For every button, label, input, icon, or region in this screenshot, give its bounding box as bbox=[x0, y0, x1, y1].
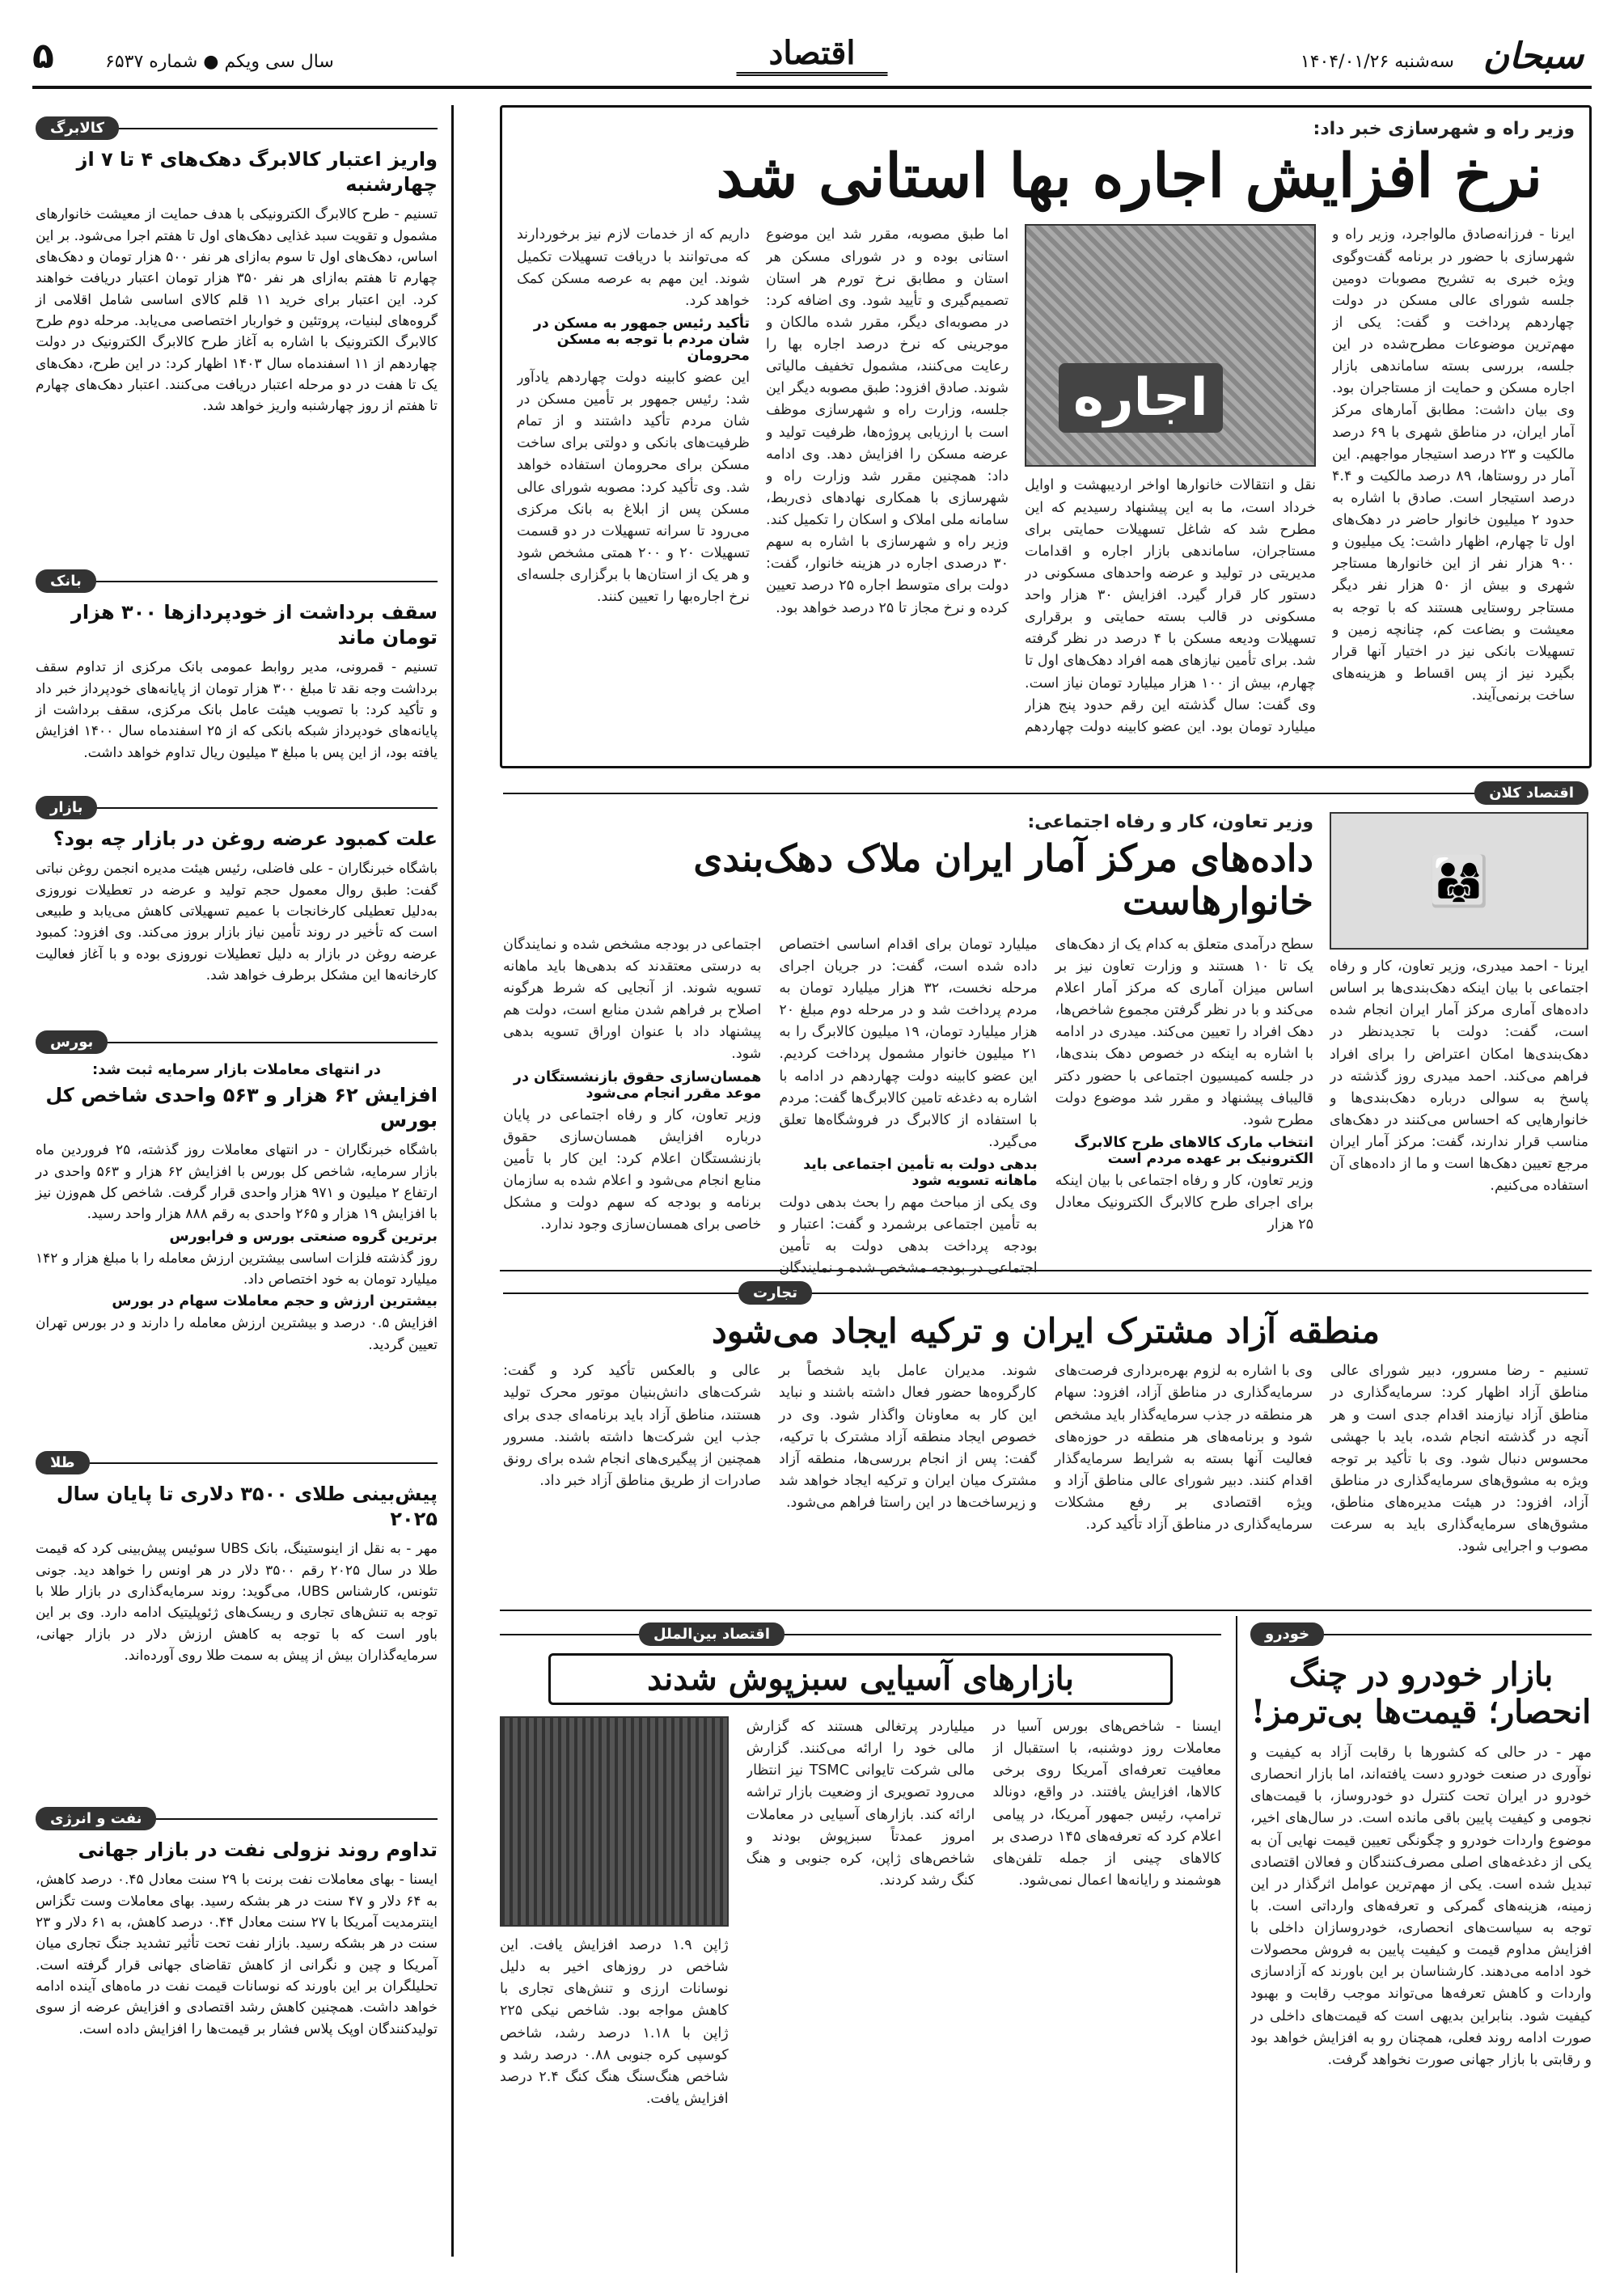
brief-title: سقف برداشت از خودپردازها ۳۰۰ هزار تومان ماند bbox=[71, 601, 438, 649]
brief-tag-bar bbox=[36, 1029, 438, 1056]
brief-market bbox=[32, 785, 441, 1019]
brief-title: واریز اعتبار کالابرگ دهک‌های ۴ تا ۷ از چهارشنبه bbox=[76, 148, 438, 197]
asia-col-2: میلیاردر پرتغالی هستند که گزارش مالی خود را ارائه می‌کنند. گزارش مالی شرکت تایوانی TSMC نیز انتظار می‌رود تصویری از وضعیت بازار تراشه ارائه کند. بازارهای آسیایی در معاملات امروز عمدتاً سبزپوش بودند و شاخص‌های ژاپن، کره جنوبی و هنگ کنگ رشد کردند. bbox=[746, 1719, 975, 1889]
third-col-4: عالی و بالعکس تأکید کرد و گفت: شرکت‌های دانش‌بنیان موتور محرک تولید هستند، مناطق آزاد باید برنامه‌ای جدی برای جذب این شرکت‌ها داشته باشند. مسرور همچنین از پیگیری‌های انجام شده برای رونق صادرات از طریق مناطق آزاد خبر داد. bbox=[503, 1363, 761, 1489]
brief-title: پیش‌بینی طلای ۳۵۰۰ دلاری تا پایان سال ۲۰۲۵ bbox=[56, 1483, 438, 1531]
brief-tag: طلا bbox=[36, 1451, 90, 1474]
second-kicker: وزیر تعاون، کار و رفاه اجتماعی: bbox=[1027, 812, 1313, 832]
brief-tag-bar bbox=[36, 568, 438, 595]
lead-col-4b: این عضو کابینه دولت چهاردهم یادآور شد: رئیس جمهور بر تأمین مسکن در شان مردم تأکید داشتند و از تمام ظرفیت‌های بانکی و دولتی برای ساخت مسکن برای محرومان استفاده خواهد شد. وی تأکید کرد: مصوبه شورای عالی مسکن پس از ابلاغ به بانک مرکزی می‌رود تا سرانه تسهیلات در دو قسمت تسهیلات ۲۰ و ۲۰۰ همتی مشخص شود و هر یک از استان‌ها با برگزاری جلسه‌ای نرخ اجاره‌بها را تعیین کنند. bbox=[517, 369, 750, 606]
newspaper-logo: سبحان bbox=[1482, 36, 1584, 77]
photo-sign: اجاره bbox=[1059, 363, 1223, 433]
brief-title: علت کمبود عرضه روغن در بازار چه بود؟ bbox=[53, 827, 438, 850]
lead-story bbox=[500, 105, 1592, 768]
third-col-1: تسنیم - رضا مسرور، دبیر شورای عالی مناطق آزاد اظهار کرد: سرمایه‌گذاری در مناطق آزاد نیازمند اقدام جدی است و هر آنچه در گذشته انجام شده، باید با جهشی محسوس دنبال شود. وی با تأکید بر توجه ویژه به مشوق‌های سرمایه‌گذاری در مناطق آزاد، افزود: در هیئت مدیره‌های مناطق، مشوق‌های سرمایه‌گذاری باید به سرعت مصوب و اجرایی شود. bbox=[1330, 1363, 1588, 1555]
asia-story bbox=[500, 1616, 1221, 2273]
second-col-1: ایرنا - احمد میدری، وزیر تعاون، کار و رفاه اجتماعی با بیان اینکه دهک‌بندی‌ها بر اساس داده‌های آماری مرکز آمار ایران انجام شده است، گفت: دولت با تجدیدنظر در دهک‌بندی‌ها امکان اعتراض را برای افراد فراهم می‌کند. احمد میدری روز گذشته در پاسخ به سوالی درباره دهک‌بندی‌ها و خانوارهایی که احساس می‌کنند در دهک‌های مناسب قرار ندارند، گفت: مرکز آمار ایران مرجع تعیین دهک‌ها است و ما از داده‌های آن استفاده می‌کنیم. bbox=[1330, 958, 1588, 1195]
auto-headline: بازار خودرو در چنگ انحصار؛ قیمت‌ها بی‌ترمز! bbox=[1250, 1656, 1592, 1731]
asia-col-3-wrap bbox=[500, 1716, 729, 2234]
brief-kicker: در انتهای معاملات بازار سرمایه ثبت شد: bbox=[92, 1061, 381, 1078]
issue-date: سه‌شنبه ۱۴۰۴/۰۱/۲۶ bbox=[1300, 52, 1454, 72]
second-col-3-wrap bbox=[779, 934, 1037, 1282]
third-headline: منطقه آزاد مشترک ایران و ترکیه ایجاد می‌شود bbox=[712, 1311, 1380, 1351]
auto-band bbox=[1250, 1621, 1592, 1648]
brief-title: افزایش ۶۲ هزار و ۵۶۳ واحدی شاخص کل بورس bbox=[45, 1084, 438, 1132]
brief-body: ایسنا - بهای معاملات نفت برنت با ۲۹ سنت معادل ۰.۴۵ درصد کاهش، به ۶۴ دلار و ۴۷ سنت در هر بشکه رسید. بهای معاملات وست تگزاس اینترمدیت آمریکا با ۲۷ سنت معادل ۰.۴۴ درصد کاهش، به ۶۱ دلار و ۲۳ سنت در هر بشکه رسید. بازار نفت تحت تأثیر تشدید جنگ تجاری میان آمریکا و چین و نگرانی از کاهش تقاضای جهانی قرار گرفته است. تحلیلگران بر این باورند که نوسانات قیمت نفت در ماه‌های آینده ادامه خواهد داشت. همچنین کاهش رشد اقتصادی و افزایش عرضه از سوی تولیدکنندگان اوپک پلاس فشار بر قیمت‌ها را افزایش داده است. bbox=[36, 1872, 438, 2037]
lead-headline: نرخ افزایش اجاره بها استانی شد bbox=[716, 142, 1542, 211]
asia-tag: اقتصاد بین‌الملل bbox=[639, 1622, 785, 1646]
asia-col-1: ایسنا - شاخص‌های بورس آسیا در معاملات روز دوشنبه، با استقبال از معافیت تعرفه‌ای آمریکا روی برخی کالاها، افزایش یافتند. در واقع، دونالد ترامپ، رئیس جمهور آمریکا، در پیامی اعلام کرد که تعرفه‌های ۱۴۵ درصدی بر کالاهای چینی از جمله تلفن‌های هوشمند و رایانه‌ها اعمال نمی‌شود. bbox=[992, 1719, 1221, 1889]
brief-sub-body: روز گذشته فلزات اساسی بیشترین ارزش معامله را با مبلغ هزار و ۱۴۲ میلیارد تومان به خود اختصاص داد. bbox=[36, 1250, 438, 1288]
second-col-2b: وزیر تعاون، کار و رفاه اجتماعی با بیان اینکه برای اجرای طرح کالابرگ الکترونیک معادل ۲۵ هزار bbox=[1055, 1172, 1313, 1233]
third-tag: تجارت bbox=[738, 1281, 812, 1305]
lead-body bbox=[517, 224, 1575, 742]
auto-tag: خودرو bbox=[1250, 1622, 1324, 1646]
third-cols bbox=[503, 1360, 1588, 1603]
brief-subhead: برترین گروه صنعتی بورس و فرابورس bbox=[169, 1228, 438, 1245]
stock-chart-photo bbox=[500, 1716, 729, 1927]
second-col-4-wrap bbox=[503, 934, 761, 1282]
brief-tag: بورس bbox=[36, 1030, 108, 1054]
third-band bbox=[503, 1280, 1588, 1307]
brief-body: باشگاه خبرنگاران - در انتهای معاملات روز گذشته، ۲۵ فروردین ماه بازار سرمایه، شاخص کل بورس با افزایش ۶۲ هزار و ۵۶۳ واحدی در ارتفاع ۲ میلیون و ۹۷۱ هزار واحدی قرار گرفت. شاخص کل هم‌وزن نیز با افزایش ۱۹ هزار و ۲۶۵ واحدی به رقم ۸۸۸ هزار واحد رسید. bbox=[36, 1142, 438, 1223]
auto-story bbox=[1236, 1616, 1592, 2273]
asia-col-3: ژاپن ۱.۹ درصد افزایش یافت. این شاخص در روزهای اخیر به دلیل نوسانات ارزی و تنش‌های تجاری با کاهش مواجه بود. شاخص نیکی ۲۲۵ ژاپن با ۱.۱۸ درصد رشد، شاخص کوسپی کره جنوبی ۰.۸۸ درصد رشد و شاخص هنگ‌سنگ هنگ کنگ ۲.۴ درصد افزایش یافت. bbox=[499, 1937, 729, 2107]
second-story bbox=[500, 768, 1592, 1277]
brief-sub-body: افزایش ۰.۵ درصد و بیشترین ارزش معامله را دارند و در بورس تهران تعیین گردید. bbox=[36, 1315, 438, 1353]
lead-col-2-wrap bbox=[1025, 224, 1316, 742]
third-story bbox=[500, 1270, 1592, 1610]
auto-body: مهر - در حالی که کشورها با رقابت آزاد به کیفیت و نوآوری در صنعت خودرو دست یافته‌اند، اما بازار انحصاری خودرو در ایران تحت کنترل دو خودروساز، با قیمت‌های نجومی و کیفیت پایین باقی مانده است. در سال‌های اخیر، موضوع واردات خودرو و چگونگی تعیین قیمت نهایی آن به یکی از دغدغه‌های اصلی مصرف‌کنندگان و فعالان اقتصادی تبدیل شده است. یکی از مهم‌ترین عوامل اثرگذار در این زمینه، هزینه‌های گمرکی و تعرفه‌های وارداتی است. با توجه به سیاست‌های انحصاری، خودروسازان داخلی با افزایش مداوم قیمت و کیفیت پایین به فروش محصولات خود ادامه می‌دهند. کارشناسان بر این باورند که آزادسازی واردات و کاهش تعرفه‌ها می‌تواند موجب رقابت و بهبود کیفیت شود. بنابراین بدیهی است که قیمت‌های داخلی در صورت ادامه روند فعلی، همچنان رو به افزایش خواهد بود و رقابتی با بازار جهانی صورت نخواهد گرفت. bbox=[1250, 1745, 1592, 2068]
brief-subhead: بیشترین ارزش و حجم معاملات سهام در بورس bbox=[112, 1293, 438, 1310]
second-col-2-wrap bbox=[1055, 934, 1313, 1282]
brief-bourse bbox=[32, 1019, 441, 1440]
asia-band bbox=[500, 1621, 1221, 1648]
brief-tag-bar bbox=[36, 794, 438, 822]
brief-body: تسنیم - قمرونی، مدیر روابط عمومی بانک مرکزی از تداوم سقف برداشت وجه نقد تا مبلغ ۳۰۰ هزار تومان از پایانه‌های خودپرداز خبر داد و تأکید کرد: با تصویب هیئت عامل بانک مرکزی، سقف برداشت از پایانه‌های خودپرداز شبکه بانکی که از ۲۵ اسفندماه سال ۱۴۰۰ افزایش یافته بود، از این پس با مبلغ ۳ میلیون ریال تداوم خواهد داشت. bbox=[36, 659, 438, 761]
brief-kalabarg bbox=[32, 105, 441, 558]
masthead bbox=[32, 32, 1592, 89]
second-cols bbox=[503, 934, 1313, 1282]
second-col-3: میلیارد تومان برای اقدام اساسی اختصاص داده شده است، گفت: در جریان اجرای مرحله نخست، ۳۲ هزار میلیارد تومان به مردم پرداخت شد و در مرحله دوم مبلغ ۲۰ هزار میلیارد تومان، ۱۹ میلیون کالابرگ را به ۲۱ میلیون خانوار مشمول پرداخت کردیم. این عضو کابینه دولت چهاردهم در ادامه با اشاره به دغدغه تامین کالابرگ‌ها گفت: مردم با استفاده از کالابرگ در فروشگاه‌ها تعلق می‌گیرد. bbox=[779, 936, 1038, 1150]
brief-bank bbox=[32, 558, 441, 785]
brief-oil bbox=[32, 1796, 441, 2216]
third-col-2: وی با اشاره به لزوم بهره‌برداری فرصت‌های سرمایه‌گذاری در مناطق آزاد، افزود: سهام هر منطقه در جذب سرمایه‌گذار باید مشخص شود و برنامه‌های هر منطقه در حوزه‌های فعالیت آنها بسته به شرایط سرمایه‌گذار اقدام کنند. دبیر شورای عالی مناطق آزاد و ویژه اقتصادی بر رفع مشکلات سرمایه‌گذاری در مناطق آزاد تأکید کرد. bbox=[1055, 1363, 1313, 1534]
brief-title: تداوم روند نزولی نفت در بازار جهانی bbox=[78, 1838, 438, 1861]
second-subhead-3: همسان‌سازی حقوق بازنشستگان در موعد مقرر انجام می‌شود bbox=[513, 1068, 762, 1102]
third-col-3: شوند. مدیران عامل باید شخصاً بر کارگروه‌ها حضور فعال داشته باشند و نباید این کار به معاونان واگذار شود. وی در خصوص ایجاد منطقه آزاد مشترک با ترکیه، گفت: پس از انجام بررسی‌ها، منطقه آزاد مشترک میان ایران و ترکیه ایجاد خواهد شد و زیرساخت‌ها در این راستا فراهم می‌شود. bbox=[779, 1363, 1037, 1512]
brief-tag-bar bbox=[36, 115, 438, 142]
section-title: اقتصاد bbox=[737, 34, 888, 76]
brief-body: باشگاه خبرنگاران - علی فاضلی، رئیس هیئت مدیره انجمن روغن نباتی گفت: طبق روال معمول حجم تولید و عرضه در تعطیلات نوروزی به‌دلیل تعطیلی کارخانجات با عمیم تسهیلاتی کاهش می‌یابد و طبیعی است که تأخیر در روند تأمین نیاز بازار بروز می‌کند. وی افزود: کمبود عرضه روغن در بازار به دلیل تعطیلات نوروزی بوده و با آغاز فعالیت کارخانه‌ها این مشکل برطرف خواهد شد. bbox=[36, 861, 438, 984]
bottom-row bbox=[500, 1610, 1592, 2273]
brief-body: تسنیم - طرح کالابرگ الکترونیکی با هدف حمایت از معیشت خانوارهای مشمول و تقویت سبد غذایی دهک‌های اول تا هفتم اجرا می‌شود. بر این اساس، دهک‌های اول تا سوم به‌ازای هر نفر ۵۰۰ هزار تومان و دهک‌های چهارم تا هفتم به‌ازای هر نفر ۳۵۰ هزار تومان اعتبار دریافت خواهند کرد. این اعتبار برای خرید ۱۱ قلم کالای اساسی شامل اقلامی از گروه‌های لبنیات، پروتئین و خواربار اختصاصی می‌یابد. مرحله دوم طرح کالابرگ الکترونیک با اشاره به آغاز طرح کالابرگ الکترونیک در دولت چهاردهم از ۱۱ اسفندماه سال ۱۴۰۳ اظهار کرد: در این طرح، دهک‌های یک تا هفت در دو مرحله اعتبار دریافت می‌کنند. اعتبار دهک‌های چهارم تا هفتم از روز چهارشنبه واریز خواهد شد. bbox=[36, 206, 438, 415]
second-subhead-2: بدهی دولت به تأمین اجتماعی باید ماهانه تسویه شود bbox=[803, 1157, 1038, 1190]
lead-col-3: اما طبق مصوبه، مقرر شد این موضوع استانی بوده و در شورای مسکن هر استان و مطابق نرخ تورم هر استان تصمیم‌گیری و تأیید شود. وی اضافه کرد: در مصوبه‌ای دیگر، مقرر شده مالکان و موجرینی که نرخ درصد اجاره بها را رعایت می‌کنند، مشمول تخفیف مالیاتی شوند. صادق افزود: طبق مصوبه دیگر این جلسه، وزارت راه و شهرسازی موظف است با ارزیابی پروژه‌ها، ظرفیت تولید و عرضه مسکن را افزایش دهد. وی ادامه داد: همچنین مقرر شد وزارت راه و شهرسازی با همکاری نهادهای ذی‌ربط، سامانه ملی املاک و اسکان را تکمیل کند. وزیر راه و شهرسازی با اشاره به سهم ۳۰ درصدی اجاره در هزینه خانوار، گفت: دولت برای متوسط اجاره ۲۵ درصد تعیین کرده و نرخ مجاز تا ۲۵ درصد خواهد بود. bbox=[766, 226, 1009, 616]
news-briefs-column bbox=[32, 105, 441, 2216]
second-col-2: سطح درآمدی متعلق به کدام یک از دهک‌های یک تا ۱۰ هستند و وزارت تعاون نیز بر اساس میزان آماری که مرکز آمار اعلام می‌کند و با در نظر گرفتن مجموع شاخص‌ها، دهک افراد را تعیین می‌کند. میدری در ادامه با اشاره به اینکه در خصوص دهک بندی‌ها، در جلسه کمیسیون اجتماعی با حضور دکتر قالیباف پیشنهاد و مقرر شد موضوع دولت مطرح شود. bbox=[1055, 936, 1313, 1128]
column-divider bbox=[451, 105, 454, 2257]
page-number: ۵ bbox=[32, 36, 54, 77]
second-main bbox=[503, 812, 1313, 1282]
lead-col-1: ایرنا - فرزانه‌صادق مالواجرد، وزیر راه و شهرسازی با حضور در برنامه گفت‌وگوی ویژه خبری به تشریح مصوبات دومین جلسه شورای عالی مسکن در دولت چهاردهم پرداخت و گفت: یکی از مهم‌ترین موضوعات مطرح‌شده در این جلسه، بررسی بسته ساماندهی بازار اجاره مسکن و حمایت از مستاجران بود. وی بیان داشت: مطابق آمارهای مرکز آمار ایران، در مناطق شهری با ۶۹ درصد مالکیت و ۲۳ درصد استیجار مواجهیم. این آمار در روستاها، ۸۹ درصد مالکیت و ۴.۴ درصد استیجار است. صادق با اشاره به حدود ۲ میلیون خانوار حاضر در دهک‌های اول تا چهارم، اظهار داشت: یک میلیون و ۹۰۰ هزار نفر از این خانوارها مستاجر شهری و بیش از ۵۰ هزار نفر دیگر مستاجر روستایی هستند که با توجه به معیشت و بضاعت کم، چنانچه زمین و تسهیلات بانکی نیز در اختیار آنها قرار بگیرد نیز از پس اقساط و هزینه‌های ساخت برنمی‌آیند. bbox=[1332, 226, 1575, 704]
brief-tag: نفت و انرژی bbox=[36, 1807, 156, 1830]
second-col-4: اجتماعی در بودجه مشخص شده و نمایندگان به درستی معتقدند که بدهی‌ها باید ماهانه تسویه شوند. از آنجایی که شرط هرگونه اصلاح بر فراهم شدن منابع است، دولت هم پیشنهاد داد با عنوان اوراق تسویه بدهی شود. bbox=[503, 936, 762, 1063]
second-headline: داده‌های مرکز آمار ایران ملاک دهک‌بندی خانوارهاست bbox=[693, 836, 1313, 923]
brief-tag: بازار bbox=[36, 796, 97, 819]
brief-body: مهر - به نقل از اینوستینگ، بانک UBS سوئیس پیش‌بینی کرد که قیمت طلا در سال ۲۰۲۵ رقم ۳۵۰۰ دلار در هر اونس را خواهد دید. جونی تئونس، کارشناس UBS، می‌گوید: روند سرمایه‌گذاری در بازار طلا با توجه به تنش‌های تجاری و ریسک‌های ژئوپلیتیک ادامه دارد. وی بر این باور است که با توجه به کاهش ارزش دلار در بازار جهانی، سرمایه‌گذاران بیش از پیش به سمت طلا روی آورده‌اند. bbox=[36, 1541, 438, 1665]
asia-headline: بازارهای آسیایی سبزپوش شدند bbox=[548, 1653, 1173, 1705]
main-area bbox=[500, 105, 1592, 2273]
asia-cols bbox=[500, 1716, 1221, 2234]
brief-gold bbox=[32, 1440, 441, 1796]
brief-tag: بانک bbox=[36, 569, 96, 593]
family-illustration: 👨‍👩‍👧 bbox=[1330, 812, 1588, 950]
rent-photo bbox=[1025, 224, 1316, 467]
lead-kicker: وزیر راه و شهرسازی خبر داد: bbox=[1313, 119, 1575, 139]
second-col-4b: وزیر تعاون، کار و رفاه اجتماعی در پایان درباره افزایش همسان‌سازی حقوق بازنشستگان اعلام کرد: این کار با تأمین منابع انجام می‌شود و اعلام شده به سازمان برنامه و بودجه که سهم دولت و مشکل خاصی برای همسان‌سازی وجود ندارد. bbox=[503, 1106, 762, 1233]
second-col-3b: وی یکی از مباحث مهم را بحث بدهی دولت به تأمین اجتماعی برشمرد و گفت: اعتبار و بودجه پرداخت بدهی دولت به تأمین اجتماعی در بودجه مشخص شده و نمایندگان bbox=[779, 1195, 1038, 1277]
second-subhead-1: انتخاب مارک کالاهای طرح کالابرگ الکترونیک بر عهده مردم است bbox=[1074, 1134, 1313, 1167]
second-band bbox=[503, 780, 1588, 807]
second-col-1-wrap bbox=[1330, 812, 1588, 1282]
lead-col-2: نقل و انتقالات خانوارها اواخر اردیبهشت و اوایل خرداد است، ما به این پیشنهاد رسیدیم که این مطرح شد که شاغل تسهیلات حمایتی برای مستاجران، ساماندهی بازار اجاره و اقدامات مدیریتی در تولید و عرضه واحدهای مسکونی در دستور کار قرار گیرد. افزایش ۳۰ هزار واحد مسکونی در قالب بسته حمایتی و برقراری تسهیلات ودیعه مسکن با ۴ درصد در نظر گرفته شد. برای تأمین نیازهای همه افراد دهک‌های اول تا چهارم، بیش از ۱۰۰ هزار میلیارد تومان نیاز است. وی گفت: سال گذشته این رقم حدود پنج هزار میلیارد تومان بود. این عضو کابینه دولت چهاردهم bbox=[1025, 477, 1316, 735]
brief-tag-bar bbox=[36, 1449, 438, 1477]
brief-tag: کالابرگ bbox=[36, 116, 119, 140]
lead-subhead: تأکید رئیس جمهور به مسکن در شان مردم با توجه به مسکن محرومان bbox=[533, 315, 750, 364]
lead-col-4: داریم که از خدمات لازم نیز برخوردارند که می‌توانند با دریافت تسهیلات تکمیل شوند. این مهم به عرصه مسکن کمک خواهد کرد. bbox=[517, 226, 750, 309]
issue-number: سال سی ویکم ● شماره ۶۵۳۷ bbox=[105, 52, 334, 72]
brief-tag-bar bbox=[36, 1805, 438, 1833]
lead-col-4-wrap bbox=[517, 224, 750, 742]
second-tag: اقتصاد کلان bbox=[1474, 781, 1588, 805]
